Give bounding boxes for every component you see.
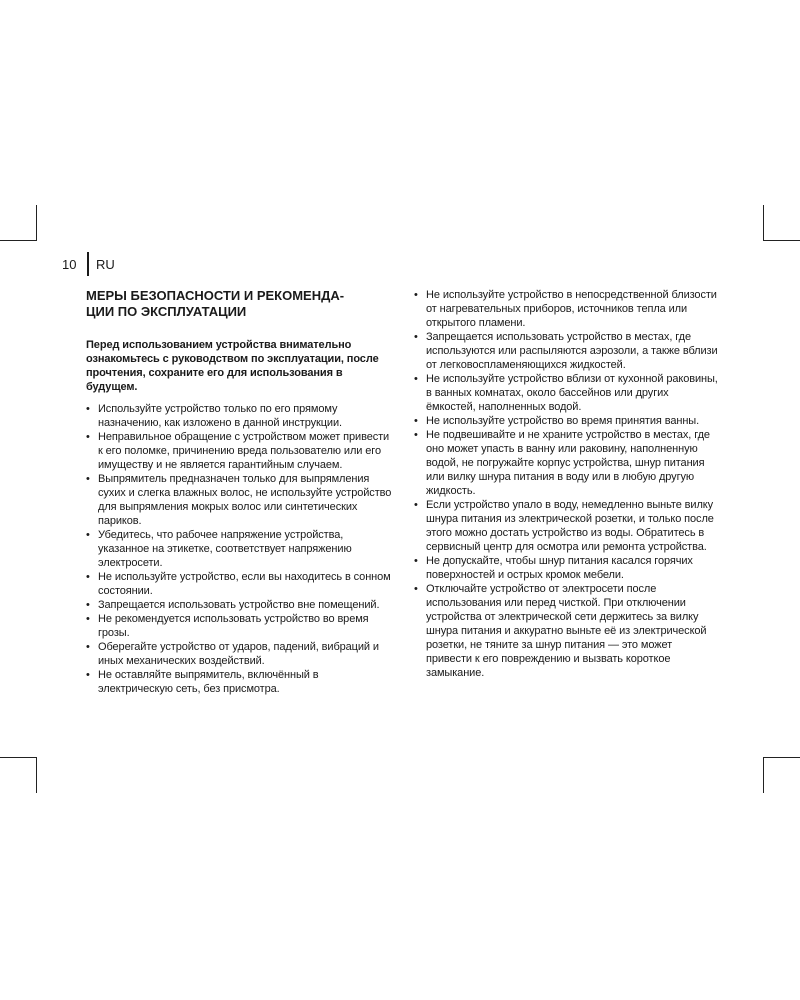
language-label: RU <box>96 257 115 272</box>
bullet-icon: • <box>414 583 418 595</box>
section-title-line-1: МЕРЫ БЕЗОПАСНОСТИ И РЕКОМЕНДА- <box>86 288 345 303</box>
list-item-text: Запрещается использовать устройство вне помещений. <box>98 599 380 611</box>
list-item <box>86 402 392 430</box>
list-item-text: Запрещается использовать устройство в местах, где используются или распыляются аэрозоли, а также вблизи от легковоспламеняющихся жидкостей. <box>426 331 718 371</box>
list-item <box>414 414 720 428</box>
header-divider <box>87 252 89 276</box>
list-item-text: Не оставляйте выпрямитель, включённый в электрическую сеть, без присмотра. <box>98 669 319 695</box>
intro-paragraph: Перед использованием устройства внимательно ознакомьтесь с руководством по эксплуатации, после прочтения, сохраните его для использования в будущем. <box>86 339 379 393</box>
bullet-icon: • <box>414 373 418 385</box>
page-number: 10 <box>62 257 77 272</box>
list-item <box>86 472 392 528</box>
list-item <box>86 668 392 696</box>
crop-mark-top-right-vertical <box>763 205 764 241</box>
bullet-icon: • <box>86 473 90 485</box>
list-item <box>86 430 392 472</box>
left-column <box>86 288 392 696</box>
bullet-icon: • <box>86 613 90 625</box>
crop-mark-bottom-left-vertical <box>36 757 37 793</box>
bullet-icon: • <box>414 429 418 441</box>
crop-mark-bottom-right-horizontal <box>764 757 800 758</box>
list-item <box>414 498 720 554</box>
list-item <box>414 554 720 582</box>
bullet-icon: • <box>414 331 418 343</box>
bullet-icon: • <box>86 599 90 611</box>
list-item-text: Используйте устройство только по его прямому назначению, как изложено в данной инструкции. <box>98 403 342 429</box>
right-safety-list <box>414 288 720 680</box>
list-item-text: Отключайте устройство от электросети после использования или перед чисткой. При отключении устройства от электрической сети держитесь за вилку шнура питания и аккуратно выньте её из электрической розетки, не тяните за шнур питания — это может привести к его повреждению и вызвать короткое замыкание. <box>426 583 707 679</box>
section-title <box>86 288 392 320</box>
list-item <box>86 612 392 640</box>
list-item <box>86 528 392 570</box>
list-item <box>414 288 720 330</box>
bullet-icon: • <box>86 669 90 681</box>
list-item-text: Убедитесь, что рабочее напряжение устройства, указанное на этикетке, соответствует напряжению электросети. <box>98 529 352 569</box>
bullet-icon: • <box>86 641 90 653</box>
list-item-text: Неправильное обращение с устройством может привести к его поломке, причинению вреда пользователю или его имуществу и не является гарантийным случаем. <box>98 431 390 471</box>
bullet-icon: • <box>414 415 418 427</box>
list-item-text: Не используйте устройство во время принятия ванны. <box>426 415 700 427</box>
right-column <box>414 288 720 680</box>
bullet-icon: • <box>414 555 418 567</box>
list-item <box>414 330 720 372</box>
section-title-line-2: ЦИИ ПО ЭКСПЛУАТАЦИИ <box>86 304 247 319</box>
bullet-icon: • <box>86 571 90 583</box>
list-item-text: Не допускайте, чтобы шнур питания касался горячих поверхностей и острых кромок мебели. <box>426 555 693 581</box>
bullet-icon: • <box>86 403 90 415</box>
bullet-icon: • <box>414 499 418 511</box>
list-item-text: Не подвешивайте и не храните устройство в местах, где оно может упасть в ванну или раковину, наполненную водой, не погружайте корпус устройства, шнур питания или вилку шнура питания в воду или в любую другую жидкость. <box>426 429 710 497</box>
bullet-icon: • <box>86 431 90 443</box>
crop-mark-bottom-left-horizontal <box>0 757 36 758</box>
list-item-text: Не рекомендуется использовать устройство во время грозы. <box>98 613 369 639</box>
crop-mark-bottom-right-vertical <box>763 757 764 793</box>
list-item <box>414 582 720 680</box>
list-item <box>414 372 720 414</box>
list-item <box>414 428 720 498</box>
crop-mark-top-left-vertical <box>36 205 37 241</box>
list-item-text: Выпрямитель предназначен только для выпрямления сухих и слегка влажных волос, не используйте устройство для выпрямления мокрых волос или синтетических париков. <box>98 473 392 527</box>
bullet-icon: • <box>414 289 418 301</box>
list-item-text: Не используйте устройство в непосредственной близости от нагревательных приборов, источников тепла или открытого пламени. <box>426 289 717 329</box>
list-item <box>86 598 392 612</box>
list-item <box>86 570 392 598</box>
crop-mark-top-right-horizontal <box>764 240 800 241</box>
list-item-text: Не используйте устройство вблизи от кухонной раковины, в ванных комнатах, около бассейнов или других ёмкостей, наполненных водой. <box>426 373 718 413</box>
left-safety-list <box>86 402 392 696</box>
list-item-text: Оберегайте устройство от ударов, падений, вибраций и иных механических воздействий. <box>98 641 379 667</box>
bullet-icon: • <box>86 529 90 541</box>
list-item-text: Не используйте устройство, если вы находитесь в сонном состоянии. <box>98 571 391 597</box>
list-item-text: Если устройство упало в воду, немедленно выньте вилку шнура питания из электрической розетки, и только после этого можно достать устройство из воды. Обратитесь в сервисный центр для осмотра или ремонта устройства. <box>426 499 714 553</box>
crop-mark-top-left-horizontal <box>0 240 36 241</box>
list-item <box>86 640 392 668</box>
